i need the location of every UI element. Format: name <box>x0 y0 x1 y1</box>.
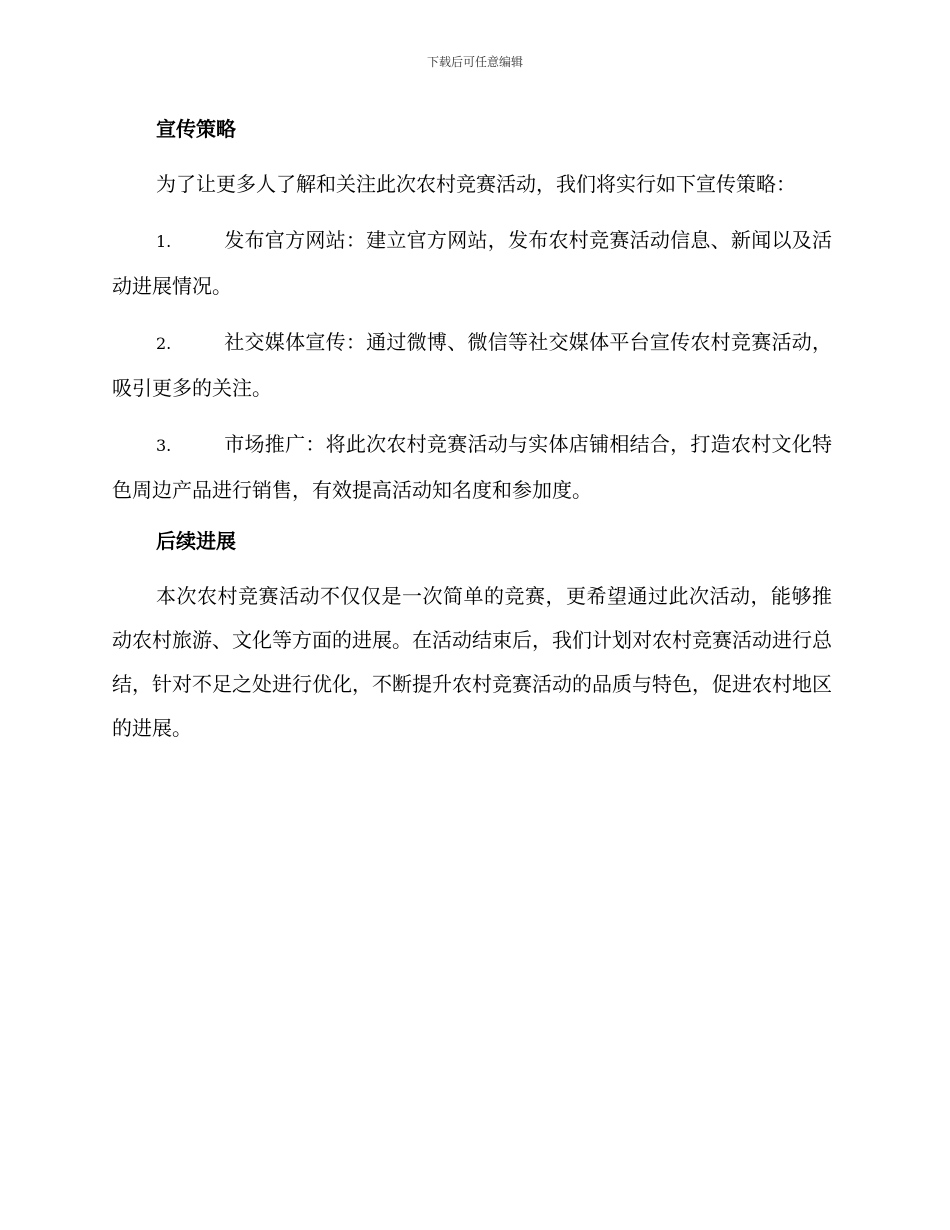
spacer <box>112 146 832 162</box>
spacer <box>112 206 832 218</box>
spacer <box>112 512 832 524</box>
publicity-intro-paragraph: 为了让更多人了解和关注此次农村竞赛活动，我们将实行如下宣传策略： <box>156 172 796 196</box>
section-heading-follow-up: 后续进展 <box>156 529 236 553</box>
list-item <box>112 320 832 410</box>
list-item-number: 3. <box>156 436 172 455</box>
list-item <box>112 422 832 512</box>
page-header: 下载后可任意编辑 <box>426 55 523 69</box>
list-item <box>112 218 832 308</box>
spacer <box>112 410 832 422</box>
document-content <box>112 112 832 750</box>
follow-up-paragraph: 本次农村竞赛活动不仅仅是一次简单的竞赛，更希望通过此次活动，能够推动农村旅游、文化等方面的进展。在活动结束后，我们计划对农村竞赛活动进行总结，针对不足之处进行优化，不断提升农村竞赛活动的品质与特色，促进农村地区的进展。 <box>112 584 832 740</box>
list-item-number: 2. <box>156 334 172 353</box>
spacer <box>112 308 832 320</box>
list-item-number: 1. <box>156 232 172 251</box>
list-item-text: 发布官方网站：建立官方网站，发布农村竞赛活动信息、新闻以及活动进展情况。 <box>112 228 832 298</box>
list-item-text: 市场推广：将此次农村竞赛活动与实体店铺相结合，打造农村文化特色周边产品进行销售，有效提高活动知名度和参加度。 <box>112 432 832 502</box>
list-item-text: 社交媒体宣传：通过微博、微信等社交媒体平台宣传农村竞赛活动，吸引更多的关注。 <box>112 330 832 400</box>
spacer <box>112 558 832 574</box>
section-heading-publicity: 宣传策略 <box>156 117 236 141</box>
